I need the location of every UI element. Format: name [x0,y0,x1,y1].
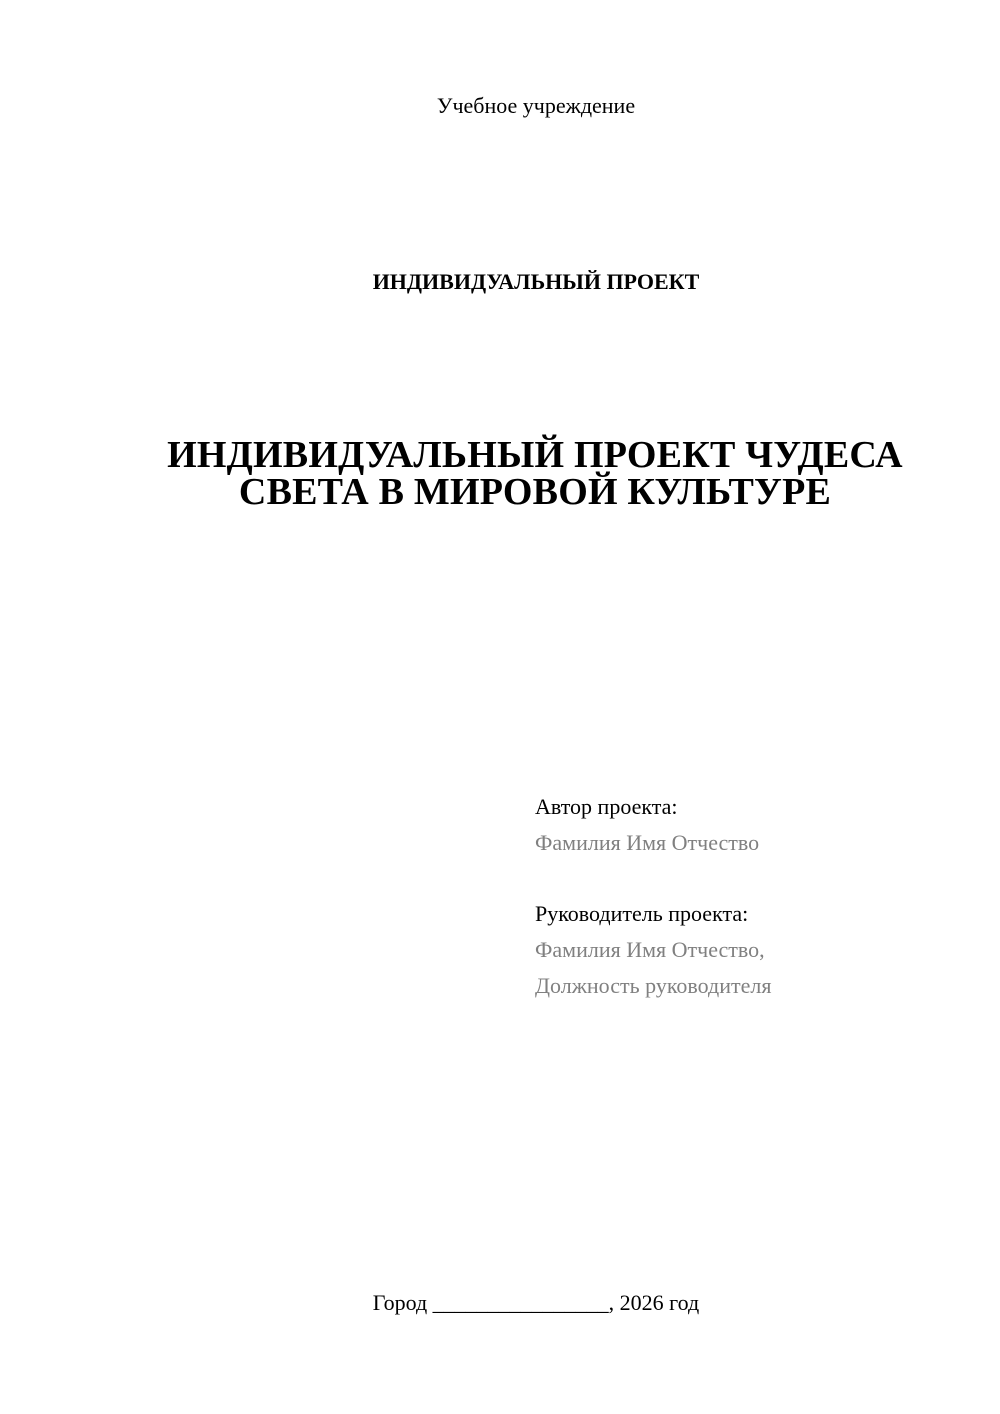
project-title [120,434,950,513]
meta-spacer [535,861,975,896]
project-title-line-2: СВЕТА В МИРОВОЙ КУЛЬТУРЕ [238,471,832,513]
author-name: Фамилия Имя Отчество [535,830,760,855]
supervisor-label: Руководитель проекта: [535,901,749,926]
supervisor-position: Должность руководителя [535,973,772,998]
author-label: Автор проекта: [535,794,678,819]
supervisor-name: Фамилия Имя Отчество, [535,937,765,962]
institution-name: Учебное учреждение [436,93,636,118]
city-year-line: Город ________________, 2026 год [372,1290,700,1315]
project-title-line-1: ИНДИВИДУАЛЬНЫЙ ПРОЕКТ ЧУДЕСА [167,434,903,476]
project-meta [535,789,975,1004]
project-type-heading: ИНДИВИДУАЛЬНЫЙ ПРОЕКТ [372,269,700,294]
